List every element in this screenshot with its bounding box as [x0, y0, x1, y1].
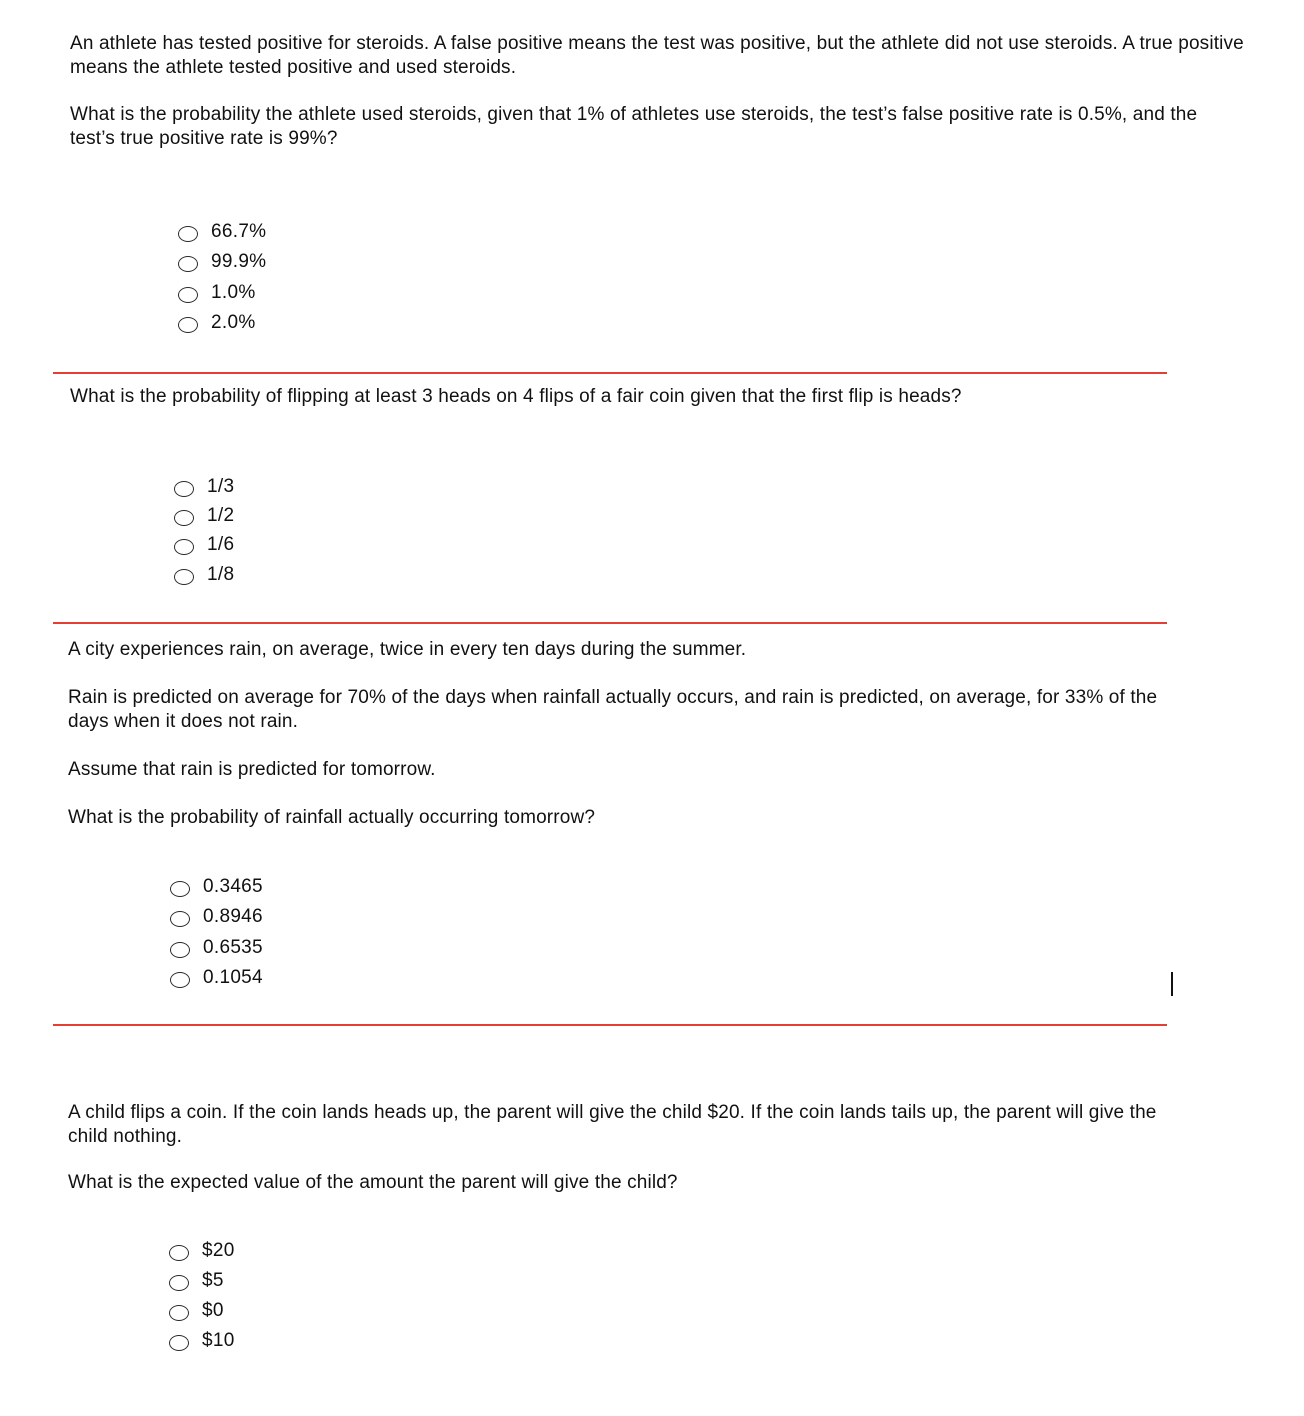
- radio-button[interactable]: [178, 256, 198, 272]
- radio-button[interactable]: [178, 287, 198, 303]
- answer-option[interactable]: [170, 935, 263, 965]
- answer-option-label: 0.3465: [203, 876, 263, 898]
- answer-option-label: 1/2: [207, 504, 235, 526]
- question-2-paragraph-1: What is the probability of flipping at least 3 heads on 4 flips of a fair coin given that the first flip is heads?: [70, 386, 962, 407]
- radio-button[interactable]: [169, 1275, 189, 1291]
- radio-button[interactable]: [174, 510, 194, 526]
- radio-button[interactable]: [178, 317, 198, 333]
- question-2-options: [174, 474, 234, 591]
- answer-option-label: 1.0%: [211, 281, 256, 303]
- radio-button[interactable]: [170, 911, 190, 927]
- answer-option[interactable]: [174, 562, 234, 591]
- answer-option[interactable]: [169, 1298, 235, 1328]
- radio-button[interactable]: [169, 1245, 189, 1261]
- answer-option[interactable]: [169, 1328, 235, 1358]
- radio-button[interactable]: [174, 539, 194, 555]
- question-4-paragraph-2: What is the expected value of the amount the parent will give the child?: [68, 1172, 678, 1193]
- answer-option-label: 1/6: [207, 534, 235, 556]
- answer-option[interactable]: [170, 965, 263, 995]
- radio-button[interactable]: [174, 569, 194, 585]
- answer-option[interactable]: [178, 249, 266, 279]
- radio-button[interactable]: [178, 226, 198, 242]
- answer-option-label: $10: [202, 1330, 235, 1351]
- answer-option[interactable]: [170, 904, 263, 934]
- answer-option[interactable]: [170, 874, 263, 904]
- question-3-options: [170, 874, 263, 995]
- question-1-options: [178, 219, 266, 340]
- answer-option[interactable]: [169, 1238, 235, 1268]
- answer-option-label: 0.6535: [203, 936, 263, 958]
- question-3-paragraph-4: What is the probability of rainfall actually occurring tomorrow?: [68, 807, 596, 828]
- answer-option[interactable]: [174, 474, 234, 503]
- answer-option-label: 0.1054: [203, 967, 263, 989]
- radio-button[interactable]: [170, 881, 190, 897]
- radio-button[interactable]: [174, 481, 194, 497]
- answer-option-label: 66.7%: [211, 221, 267, 243]
- answer-option-label: $0: [202, 1300, 224, 1321]
- answer-option-label: $5: [202, 1270, 224, 1291]
- answer-option[interactable]: [174, 503, 234, 532]
- text-cursor: [1171, 972, 1173, 996]
- answer-option-label: 0.8946: [203, 906, 263, 928]
- answer-option[interactable]: [178, 310, 266, 340]
- radio-button[interactable]: [169, 1305, 189, 1321]
- answer-option[interactable]: [169, 1268, 235, 1298]
- question-4-options: [169, 1238, 235, 1358]
- question-divider: [53, 372, 1167, 374]
- question-divider: [53, 622, 1167, 624]
- radio-button[interactable]: [170, 942, 190, 958]
- radio-button[interactable]: [170, 972, 190, 988]
- question-3-paragraph-3: Assume that rain is predicted for tomorrow.: [68, 759, 436, 780]
- answer-option-label: $20: [202, 1240, 235, 1261]
- question-1-paragraph-1: An athlete has tested positive for steroids. A false positive means the test was positive, but the athlete did not use steroids. A true positive means the athlete tested positive and used steroids.: [70, 33, 1244, 78]
- question-divider: [53, 1024, 1167, 1026]
- radio-button[interactable]: [169, 1335, 189, 1351]
- answer-option-label: 2.0%: [211, 312, 256, 334]
- answer-option-label: 99.9%: [211, 251, 267, 273]
- answer-option[interactable]: [178, 280, 266, 310]
- answer-option[interactable]: [178, 219, 266, 249]
- answer-option-label: 1/8: [207, 563, 235, 585]
- question-3-paragraph-1: A city experiences rain, on average, twice in every ten days during the summer.: [68, 639, 747, 660]
- question-3-paragraph-2: Rain is predicted on average for 70% of the days when rainfall actually occurs, and rain is predicted, on average, for 33% of the days when it does not rain.: [68, 687, 1158, 732]
- answer-option-label: 1/3: [207, 475, 235, 497]
- question-4-paragraph-1: A child flips a coin. If the coin lands heads up, the parent will give the child $20. If the coin lands tails up, the parent will give the child nothing.: [68, 1102, 1157, 1147]
- question-1-paragraph-2: What is the probability the athlete used steroids, given that 1% of athletes use steroids, the test’s false positive rate is 0.5%, and the test’s true positive rate is 99%?: [70, 104, 1198, 149]
- answer-option[interactable]: [174, 533, 234, 562]
